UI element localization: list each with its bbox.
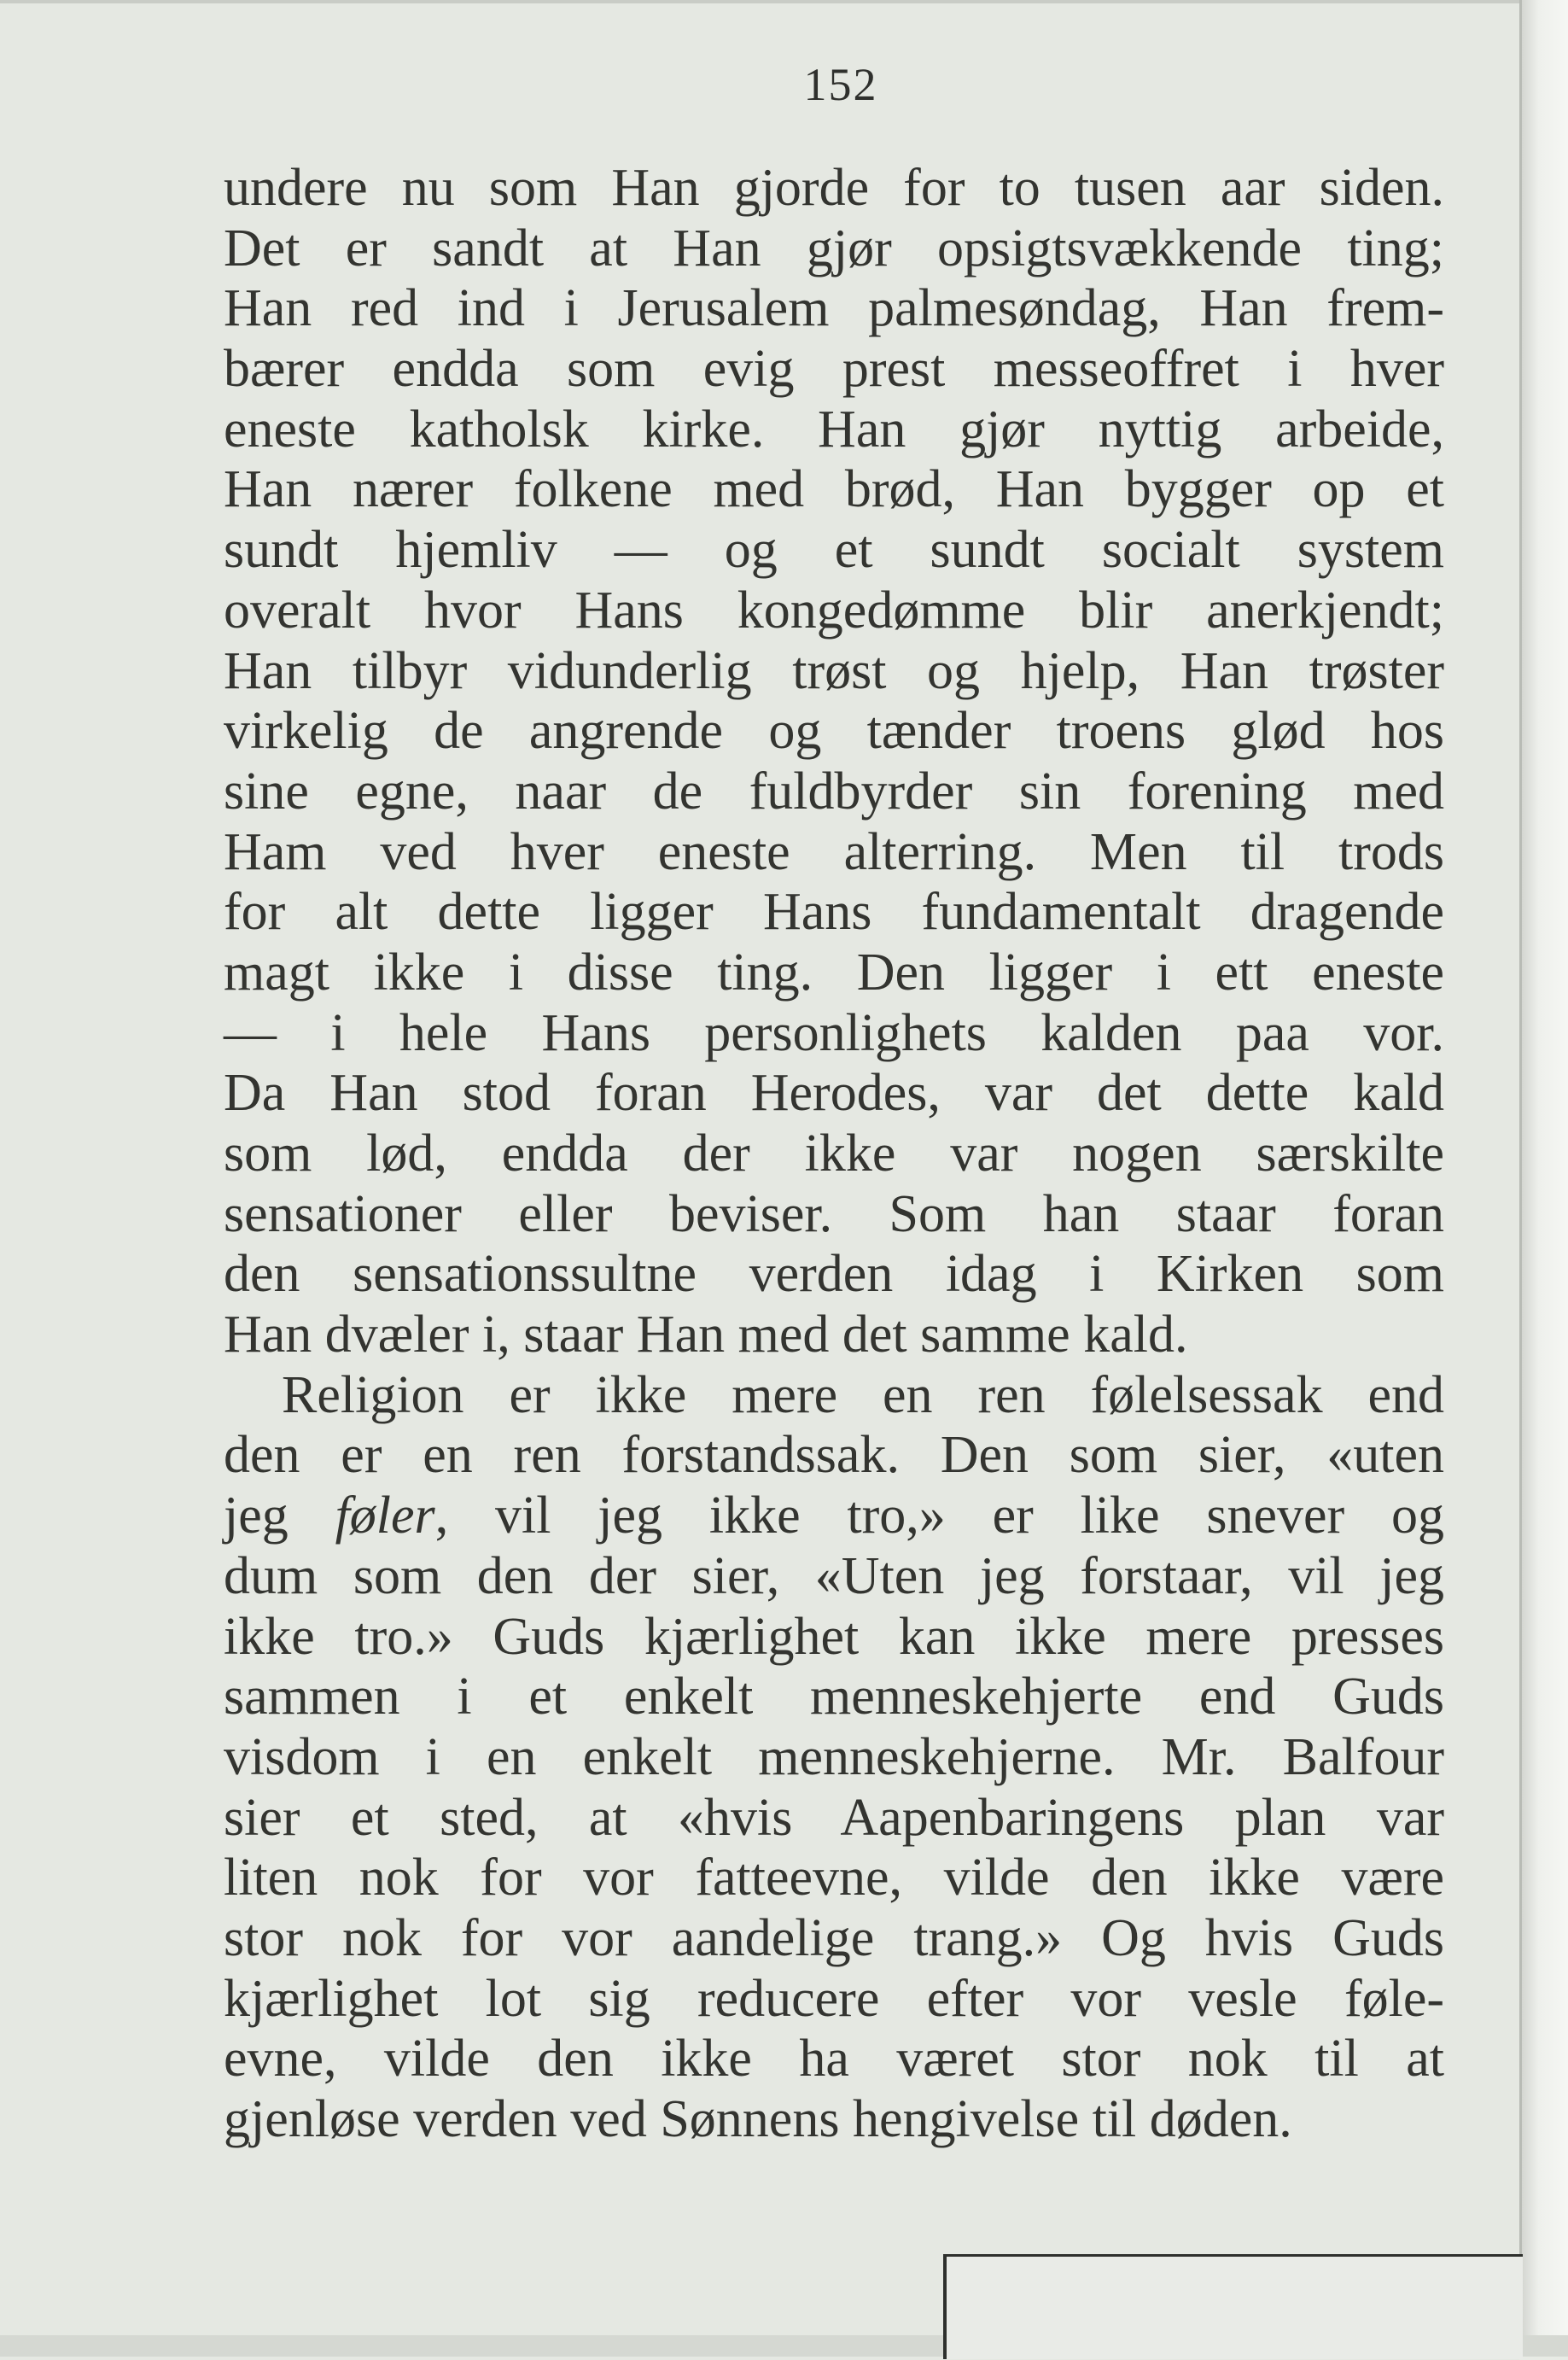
text-line: virkelig de angrende og tænder troens glød hos (224, 702, 1444, 761)
text-line: bærer endda som evig prest messeoffret i hver (224, 340, 1444, 399)
text-line: Da Han stod foran Herodes, var det dette kald (224, 1064, 1444, 1123)
text-line: for alt dette ligger Hans fundamentalt dragende (224, 883, 1444, 942)
text-line: magt ikke i disse ting. Den ligger i ett eneste (224, 943, 1444, 1002)
text-line: liten nok for vor fatteevne, vilde den ikke være (224, 1849, 1444, 1907)
text-line: sine egne, naar de fuldbyrder sin forening med (224, 762, 1444, 821)
italic-word: føler (335, 1487, 435, 1545)
text-line: dum som den der sier, «Uten jeg forstaar, vil jeg (224, 1546, 1444, 1605)
text-line: Han red ind i Jerusalem palmesøndag, Han frem- (224, 279, 1444, 338)
text-line: undere nu som Han gjorde for to tusen aar siden. (224, 159, 1444, 217)
text-line: stor nok for vor aandelige trang.» Og hvis Guds (224, 1908, 1444, 1967)
text-line: den sensationssultne verden idag i Kirken som (224, 1245, 1444, 1304)
text-line: sammen i et enkelt menneskehjerte end Guds (224, 1668, 1444, 1726)
text-line: ikke tro.» Guds kjærlighet kan ikke mere presses (224, 1607, 1444, 1666)
text-line: som lød, endda der ikke var nogen særskilte (224, 1125, 1444, 1183)
page-number: 152 (803, 59, 878, 110)
text-line: gjenløse verden ved Sønnens hengivelse til døden. (224, 2090, 1292, 2148)
page-edge (1519, 0, 1568, 2357)
text-line: — i hele Hans personlighets kalden paa vor. (224, 1003, 1444, 1062)
text-line: visdom i en enkelt menneskehjerne. Mr. Balfour (224, 1727, 1444, 1786)
text-line: Han dvæler i, staar Han med det samme kald. (224, 1306, 1188, 1364)
text-line: den er en ren forstandssak. Den som sier, «uten (224, 1426, 1444, 1485)
paper-tab (943, 2254, 1523, 2359)
text-line: sensationer eller beviser. Som han staar foran (224, 1184, 1444, 1243)
text-line: Religion er ikke mere en ren følelsessak end (282, 1365, 1444, 1424)
text-line: sier et sted, at «hvis Aapenbaringens plan var (224, 1788, 1444, 1847)
text-line: Han nærer folkene med brød, Han bygger op et (224, 460, 1444, 519)
text-segment: jeg (224, 1487, 335, 1545)
text-line: overalt hvor Hans kongedømme blir anerkjendt; (224, 581, 1444, 640)
text-line: Det er sandt at Han gjør opsigtsvækkende ting; (224, 219, 1444, 277)
text-line: Ham ved hver eneste alterring. Men til trods (224, 822, 1444, 881)
text-line: evne, vilde den ikke ha været stor nok til at (224, 2030, 1444, 2088)
text-line: eneste katholsk kirke. Han gjør nyttig arbeide, (224, 400, 1444, 459)
text-line-with-italic (224, 1486, 1444, 1546)
text-segment: , vil jeg ikke tro,» er like snever og (434, 1487, 1445, 1545)
text-line: kjærlighet lot sig reducere efter vor vesle føle- (224, 1969, 1444, 2028)
body-text (224, 158, 1444, 2150)
text-line: sundt hjemliv — og et sundt socialt system (224, 521, 1444, 580)
text-line: Han tilbyr vidunderlig trøst og hjelp, Han trøster (224, 641, 1444, 700)
